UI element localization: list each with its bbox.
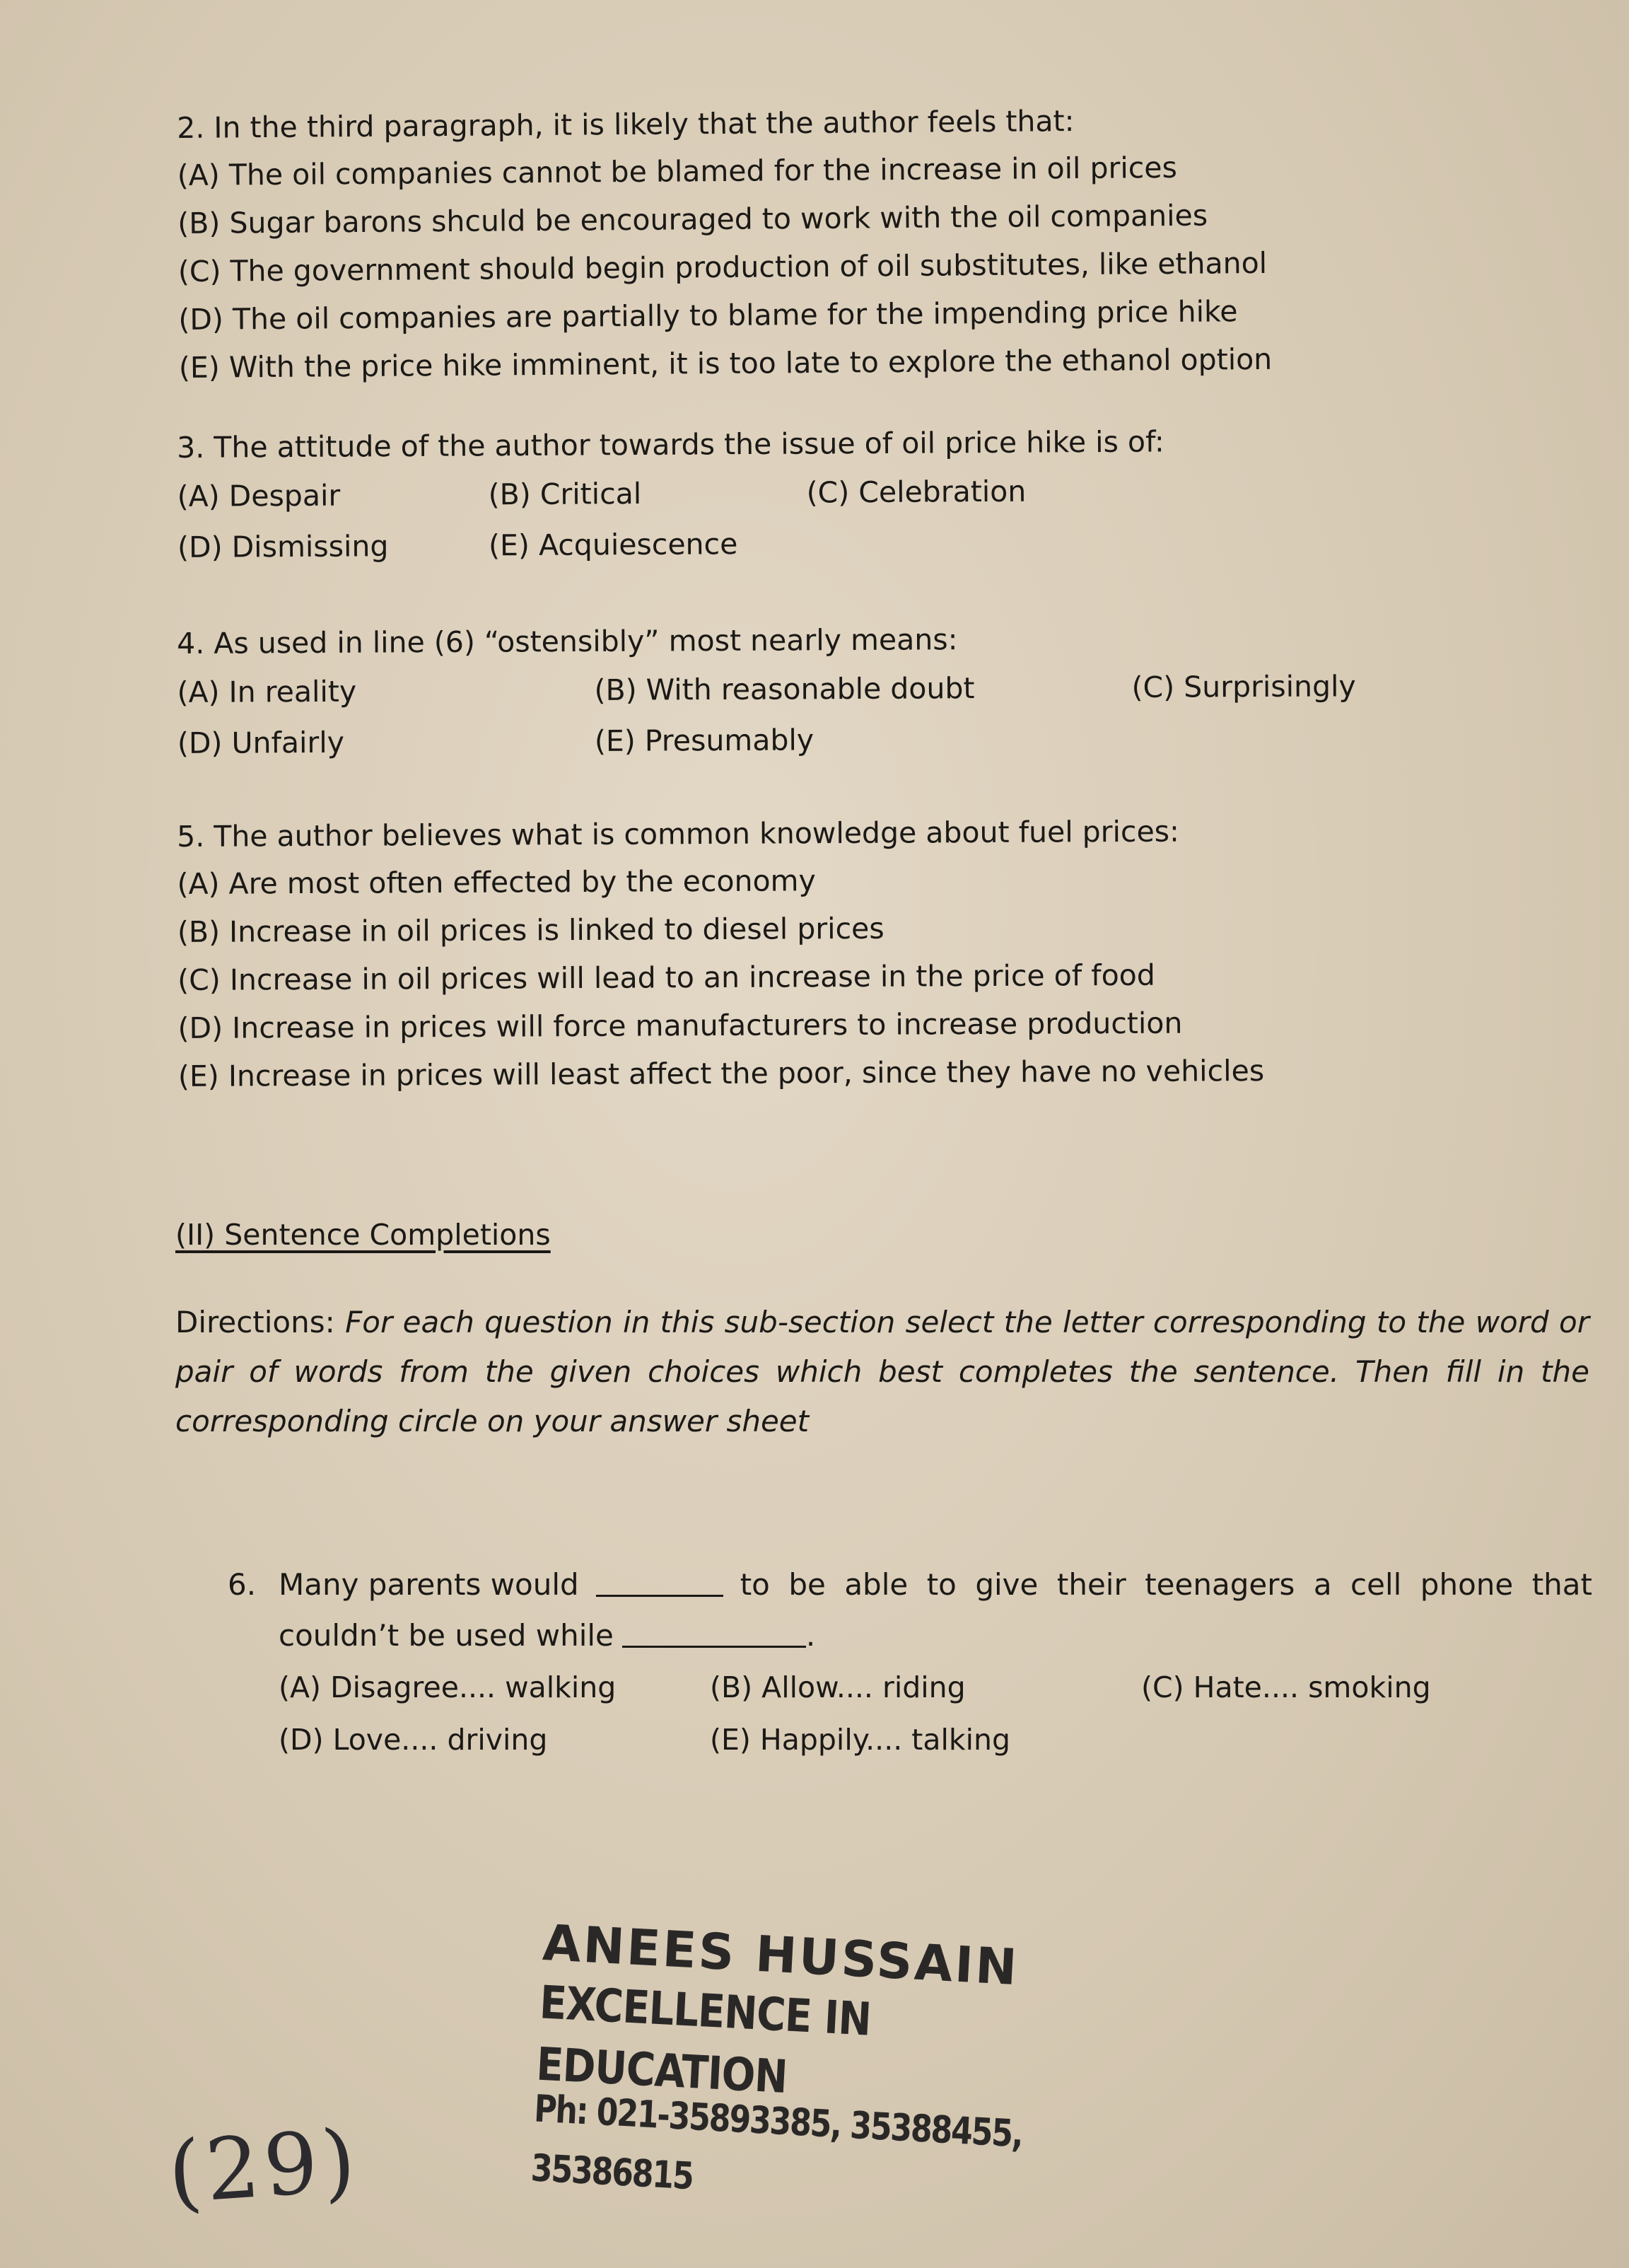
- question-6-blank-2: [622, 1610, 806, 1648]
- question-5-option-a: (A) Are most often effected by the economy: [177, 863, 816, 901]
- question-2-option-e: (E) With the price hike imminent, it is too late to explore the ethanol option: [178, 342, 1273, 385]
- question-2-option-b: (B) Sugar barons shculd be encouraged to work with the oil companies: [177, 198, 1208, 240]
- question-3-option-d: (D) Dismissing: [177, 529, 389, 564]
- question-6-number: 6.: [228, 1567, 257, 1602]
- question-3-option-c: (C) Celebration: [806, 474, 1027, 510]
- question-6-option-e: (E) Happily.... talking: [710, 1723, 1011, 1757]
- question-3-stem: 3. The attitude of the author towards the issue of oil price hike is of:: [177, 424, 1164, 465]
- handwritten-page-number: (29): [165, 2111, 363, 2223]
- question-6-text-part-1: Many parents would: [279, 1567, 579, 1602]
- question-6-option-c: (C) Hate.... smoking: [1141, 1670, 1431, 1704]
- question-4: [177, 613, 1521, 769]
- stamp-name: ANEES HUSSAIN: [541, 1913, 1021, 1997]
- question-2-option-c: (C) The government should begin production of oil substitutes, like ethanol: [177, 245, 1268, 289]
- question-4-options: [177, 660, 1521, 769]
- question-6-line-2: [228, 1610, 1592, 1661]
- question-3-option-e: (E) Acquiescence: [488, 527, 738, 563]
- question-4-option-d: (D) Unfairly: [177, 725, 345, 760]
- question-2-stem: 2. In the third paragraph, it is likely that the author feels that:: [177, 104, 1075, 145]
- question-6-text-part-4: .: [805, 1618, 816, 1653]
- question-5: [177, 806, 1522, 1100]
- question-6-options: [228, 1661, 1592, 1766]
- question-6-line-1: [228, 1559, 1592, 1610]
- question-2-option-a: (A) The oil companies cannot be blamed for the increase in oil prices: [177, 150, 1178, 192]
- question-5-option-b: (B) Increase in oil prices is linked to diesel prices: [177, 911, 884, 949]
- question-3: [177, 416, 1521, 573]
- question-3-option-a: (A) Despair: [177, 478, 341, 513]
- stamp-tagline: EXCELLENCE IN EDUCATION: [535, 1976, 872, 2105]
- question-6-option-d: (D) Love.... driving: [279, 1723, 548, 1757]
- question-5-stem: 5. The author believes what is common knowledge about fuel prices:: [177, 814, 1180, 854]
- question-5-option-d: (D) Increase in prices will force manufacturers to increase production: [177, 1006, 1183, 1045]
- institution-stamp: [530, 1913, 1067, 2206]
- stamp-phone: Ph: 021-35893385, 35388455, 35386815: [530, 2087, 1024, 2199]
- question-6-text-part-2: to be able to give their teenagers a cell phone that: [740, 1567, 1592, 1602]
- directions-text: For each question in this sub-section select the letter corresponding to the word or pair of words from the given choices which best completes the sentence. Then fill in the corresponding circle on your answer sheet: [175, 1305, 1589, 1438]
- question-6-blank-1: [596, 1559, 723, 1597]
- question-2: [177, 94, 1522, 392]
- question-3-option-b: (B) Critical: [488, 476, 642, 512]
- question-4-stem: 4. As used in line (6) “ostensibly” most nearly means:: [177, 622, 958, 661]
- section-heading: (II) Sentence Completions: [175, 1218, 551, 1252]
- question-4-option-b: (B) With reasonable doubt: [594, 671, 975, 707]
- question-6-text-part-3: couldn’t be used while: [279, 1618, 614, 1653]
- question-5-option-c: (C) Increase in oil prices will lead to an increase in the price of food: [177, 958, 1155, 997]
- question-4-option-e: (E) Presumably: [594, 723, 814, 758]
- question-3-options: [177, 463, 1521, 573]
- question-6-option-b: (B) Allow.... riding: [710, 1670, 966, 1704]
- directions-paragraph: [175, 1298, 1589, 1446]
- question-2-option-d: (D) The oil companies are partially to blame for the impending price hike: [178, 294, 1238, 337]
- question-6-option-a: (A) Disagree.... walking: [279, 1670, 617, 1704]
- question-4-option-c: (C) Surprisingly: [1131, 669, 1356, 704]
- question-5-option-e: (E) Increase in prices will least affect the poor, since they have no vehicles: [177, 1053, 1265, 1093]
- directions-label: Directions:: [175, 1305, 346, 1339]
- question-6: [228, 1559, 1592, 1766]
- question-4-option-a: (A) In reality: [177, 674, 357, 709]
